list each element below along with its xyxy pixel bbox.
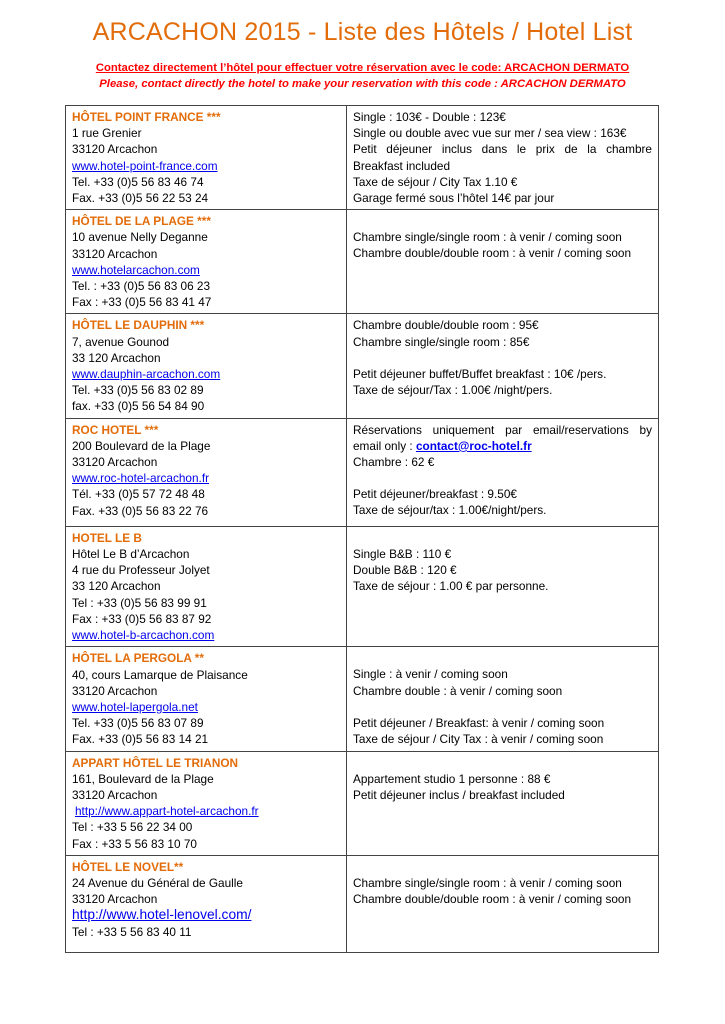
rate-line: Single B&B : 110 €: [353, 546, 452, 561]
hotel-city-line: 33 120 Arcachon: [72, 579, 161, 594]
hotel-phone: Tel. +33 (0)5 56 83 07 89: [72, 716, 204, 731]
rate-line: Chambre single/single room : à venir / coming soon: [353, 230, 622, 245]
hotel-address-line: 24 Avenue du Général de Gaulle: [72, 875, 243, 890]
hotel-fax: Fax : +33 (0)5 56 83 87 92: [72, 611, 212, 626]
hotel-contact-cell: [66, 855, 347, 952]
hotel-fax: Fax : +33 5 56 83 10 70: [72, 836, 197, 851]
rate-line: Petit déjeuner buffet/Buffet breakfast : 10€ /pers.: [353, 366, 607, 381]
hotel-rates-cell: [347, 647, 659, 751]
hotel-phone: Tel. +33 (0)5 56 83 02 89: [72, 383, 204, 398]
rate-line: Double B&B : 120 €: [353, 563, 457, 578]
hotel-row-point-france: [66, 106, 659, 210]
hotel-website-link[interactable]: http://www.hotel-lenovel.com/: [72, 907, 252, 923]
hotel-fax: Fax. +33 (0)5 56 22 53 24: [72, 191, 209, 206]
hotel-name: HÔTEL DE LA PLAGE ***: [72, 214, 211, 229]
hotel-rates-cell: [347, 526, 659, 646]
hotel-address-line: 1 rue Grenier: [72, 126, 142, 141]
rate-line: Taxe de séjour / City Tax 1.10 €: [353, 174, 518, 189]
hotel-address-line: Hôtel Le B d’Arcachon: [72, 547, 190, 562]
hotel-city-line: 33120 Arcachon: [72, 142, 158, 157]
hotel-city-line: 33120 Arcachon: [72, 455, 158, 470]
rate-line: Chambre double/double room : à venir / coming soon: [353, 891, 632, 906]
reservation-notice-en: Please, contact directly the hotel to make your reservation with this code : ARCACHON DERMATO: [99, 78, 626, 90]
rate-line: Petit déjeuner inclus / breakfast included: [353, 787, 565, 802]
rate-line: Single : 103€ - Double : 123€: [353, 110, 506, 124]
hotel-contact-cell: [66, 314, 347, 418]
rate-line: Petit déjeuner / Breakfast: à venir / coming soon: [353, 715, 605, 730]
hotel-city-line: 33120 Arcachon: [72, 683, 158, 698]
hotel-list-table: [65, 105, 659, 953]
hotel-rates-cell: [347, 314, 659, 418]
hotel-website-link[interactable]: www.hotel-point-france.com: [72, 158, 218, 173]
hotel-row-la-pergola: [66, 647, 659, 751]
hotel-address-line: 40, cours Lamarque de Plaisance: [72, 667, 248, 682]
page-title: ARCACHON 2015 - Liste des Hôtels / Hotel List: [92, 18, 633, 46]
hotel-row-le-trianon: [66, 751, 659, 855]
hotel-city-line: 33120 Arcachon: [72, 246, 158, 261]
hotel-website-link[interactable]: www.dauphin-arcachon.com: [72, 367, 221, 382]
hotel-row-roc-hotel: [66, 418, 659, 526]
hotel-city-line: 33120 Arcachon: [72, 892, 158, 907]
hotel-contact-cell: [66, 751, 347, 855]
hotel-address-line: 200 Boulevard de la Plage: [72, 438, 211, 453]
hotel-row-le-novel: [66, 855, 659, 952]
hotel-phone: Tel. +33 (0)5 56 83 46 74: [72, 174, 204, 189]
hotel-address-line: 161, Boulevard de la Plage: [72, 771, 214, 786]
hotel-row-le-dauphin: [66, 314, 659, 418]
hotel-fax: Fax : +33 (0)5 56 83 41 47: [72, 295, 212, 310]
rate-line: Breakfast included: [353, 158, 451, 173]
reservation-notice-fr: Contactez directement l’hôtel pour effectuer votre réservation avec le code: ARCACHON DERMATO: [95, 62, 630, 74]
hotel-city-line: 33120 Arcachon: [72, 787, 158, 802]
rate-line: Taxe de séjour/Tax : 1.00€ /night/pers.: [353, 383, 553, 398]
rate-line: Petit déjeuner inclus dans le prix de la chambre: [353, 142, 652, 157]
hotel-rates-cell: [347, 418, 659, 526]
hotel-name: HÔTEL LE NOVEL**: [72, 859, 184, 874]
hotel-row-le-b: [66, 526, 659, 646]
hotel-address-line: 7, avenue Gounod: [72, 334, 170, 349]
hotel-fax: Fax. +33 (0)5 56 83 14 21: [72, 732, 209, 747]
rate-line: Chambre single/single room : à venir / coming soon: [353, 875, 622, 890]
rate-line: Taxe de séjour / City Tax : à venir / coming soon: [353, 731, 604, 746]
rate-line: Chambre double : à venir / coming soon: [353, 683, 563, 698]
hotel-rates-cell: [347, 106, 659, 210]
hotel-website-link[interactable]: www.roc-hotel-arcachon.fr: [72, 471, 210, 486]
rate-line: Taxe de séjour : 1.00 € par personne.: [353, 579, 549, 594]
hotel-name: HÔTEL LA PERGOLA **: [72, 651, 204, 666]
hotel-website-link[interactable]: http://www.appart-hotel-arcachon.fr: [75, 804, 259, 819]
hotel-name: HÔTEL POINT FRANCE ***: [72, 110, 221, 124]
hotel-website-link[interactable]: www.hotel-b-arcachon.com: [72, 628, 215, 643]
hotel-fax: fax. +33 (0)5 56 54 84 90: [72, 399, 205, 414]
hotel-contact-cell: [66, 106, 347, 210]
hotel-rates-cell: [347, 855, 659, 952]
reservation-email-intro: Réservations uniquement par email/reservations by email only :: [353, 422, 652, 453]
hotel-phone: Tel : +33 5 56 22 34 00: [72, 820, 193, 835]
reservation-email-note: [353, 422, 652, 454]
hotel-contact-cell: [66, 210, 347, 314]
hotel-contact-cell: [66, 647, 347, 751]
rate-line: Chambre double/double room : 95€: [353, 318, 539, 333]
rate-line: Garage fermé sous l’hôtel 14€ par jour: [353, 191, 555, 206]
hotel-website-link[interactable]: www.hotel-lapergola.net: [72, 699, 198, 714]
hotel-phone: Tel : +33 (0)5 56 83 99 91: [72, 595, 207, 610]
rate-line: Single : à venir / coming soon: [353, 667, 508, 682]
rate-line: Appartement studio 1 personne : 88 €: [353, 771, 551, 786]
hotel-row-de-la-plage: [66, 210, 659, 314]
rate-line: Taxe de séjour/tax : 1.00€/night/pers.: [353, 503, 547, 518]
hotel-phone: Tel. : +33 (0)5 56 83 06 23: [72, 279, 211, 294]
hotel-name: ROC HOTEL ***: [72, 422, 159, 437]
hotel-contact-cell: [66, 418, 347, 526]
hotel-phone: Tel : +33 5 56 83 40 11: [72, 924, 192, 939]
hotel-website-link[interactable]: www.hotelarcachon.com: [72, 262, 200, 277]
rate-line: Petit déjeuner/breakfast : 9.50€: [353, 487, 517, 502]
hotel-rates-cell: [347, 751, 659, 855]
rate-line: Chambre single/single room : 85€: [353, 334, 530, 349]
rate-line: Single ou double avec vue sur mer / sea view : 163€: [353, 126, 627, 141]
hotel-name: APPART HÔTEL LE TRIANON: [72, 755, 239, 770]
hotel-address-line: 10 avenue Nelly Deganne: [72, 230, 208, 245]
hotel-fax: Fax. +33 (0)5 56 83 22 76: [72, 503, 209, 518]
rate-line: Chambre double/double room : à venir / coming soon: [353, 246, 632, 261]
hotel-name: HÔTEL LE DAUPHIN ***: [72, 318, 205, 333]
reservation-email-link[interactable]: contact@roc-hotel.fr: [415, 438, 532, 453]
hotel-contact-cell: [66, 526, 347, 646]
hotel-address-line: 4 rue du Professeur Jolyet: [72, 563, 210, 578]
hotel-rates-cell: [347, 210, 659, 314]
rate-line: Chambre : 62 €: [353, 455, 435, 470]
hotel-name: HOTEL LE B: [72, 530, 142, 545]
hotel-city-line: 33 120 Arcachon: [72, 350, 161, 365]
hotel-phone: Tél. +33 (0)5 57 72 48 48: [72, 487, 205, 502]
